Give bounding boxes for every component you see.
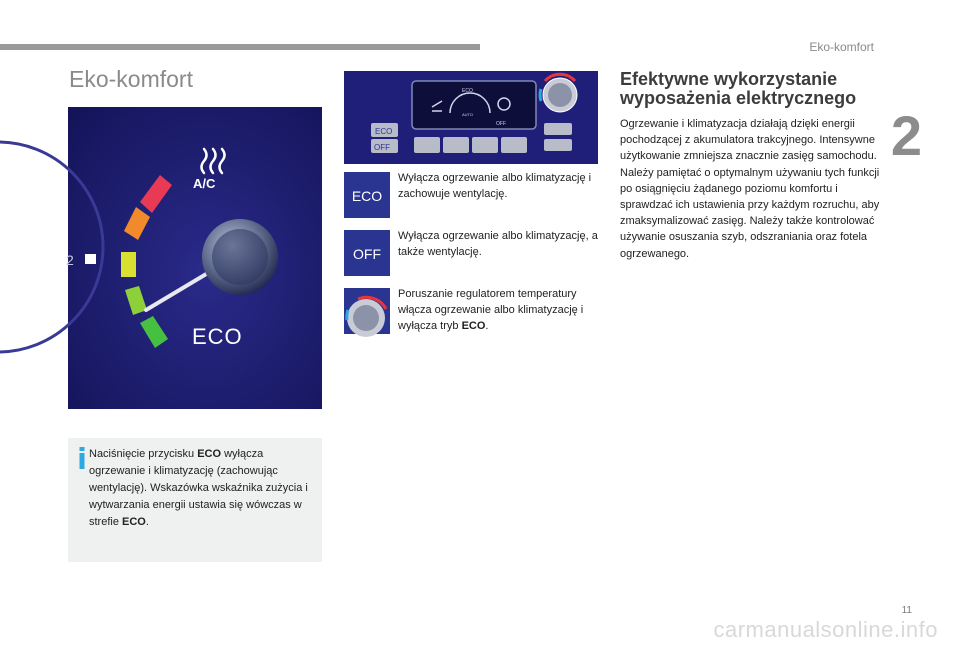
display-auto-label: AUTO [462,112,474,117]
section-body: Ogrzewanie i klimatyzacja działają dzięki energii pochodzącej z akumulatora trakcyjnego. Intensywne użytkowanie zmniejsza znacznie zasięg samochodu. Należy pamiętać o optymalnym używaniu tych funkcji po osiągnięciu żądanego poziomu komfortu i sprawdzać ich ustawienia przy każdym rozruchu, aby zmaksymalizować zasięg. Należy także kontrolować używanie osuszania szyb, odszraniania oraz fotela ogrzewanego. [620,118,880,260]
temperature-description: Poruszanie regulatorem temperatury włącza ogrzewanie albo klimatyzację i wyłącza tryb ECO. [398,288,584,332]
panel-display [412,81,536,129]
off-button-icon [344,230,390,276]
panel-button-4 [501,137,527,153]
section-title: Efektywne wykorzystanie wyposażenia elektrycznego [620,69,857,108]
scale-segment-yellow [121,252,136,277]
energy-gauge-illustration [68,107,322,409]
off-icon-label: OFF [353,246,381,262]
off-description: Wyłącza ogrzewanie albo klimatyzację, a także wentylację. [398,230,598,258]
eco-button-icon [344,172,390,218]
info-icon [78,447,86,469]
panel-off-label: OFF [374,143,390,152]
display-eco-label: ECO [462,88,473,94]
ac-label: A/C [193,176,216,191]
eco-description: Wyłącza ogrzewanie albo klimatyzację i zachowuje wentylację. [398,172,592,200]
page-number: 11 [901,605,912,616]
gauge-eco-label: ECO [192,324,243,349]
panel-button-5 [544,123,572,135]
chapter-number: 2 [890,104,922,167]
watermark: carmanualsonline.info [713,617,938,642]
info-text: Naciśnięcie przycisku ECO wyłącza ogrzewanie i klimatyzację (zachowując wentylację). Wskazówka wskaźnika zużycia i wytwarzania energii ustawia się wówczas w strefie ECO. [89,448,308,528]
panel-button-1 [414,137,440,153]
left-gauge-marker [85,254,96,264]
panel-eco-label: ECO [375,127,393,136]
eco-icon-label: ECO [351,188,383,204]
display-off-label: OFF [496,121,506,127]
header-rule [0,44,480,50]
panel-button-6 [544,139,572,151]
temperature-blue-arc [540,89,541,101]
info-box [68,438,322,562]
page-title: Eko-komfort [69,66,193,92]
climate-panel-illustration [344,71,598,164]
svg-text:2: 2 [66,252,74,268]
panel-button-2 [443,137,469,153]
panel-button-3 [472,137,498,153]
header-chapter-title: Eko-komfort [809,40,874,54]
temperature-knob-icon [344,288,390,334]
